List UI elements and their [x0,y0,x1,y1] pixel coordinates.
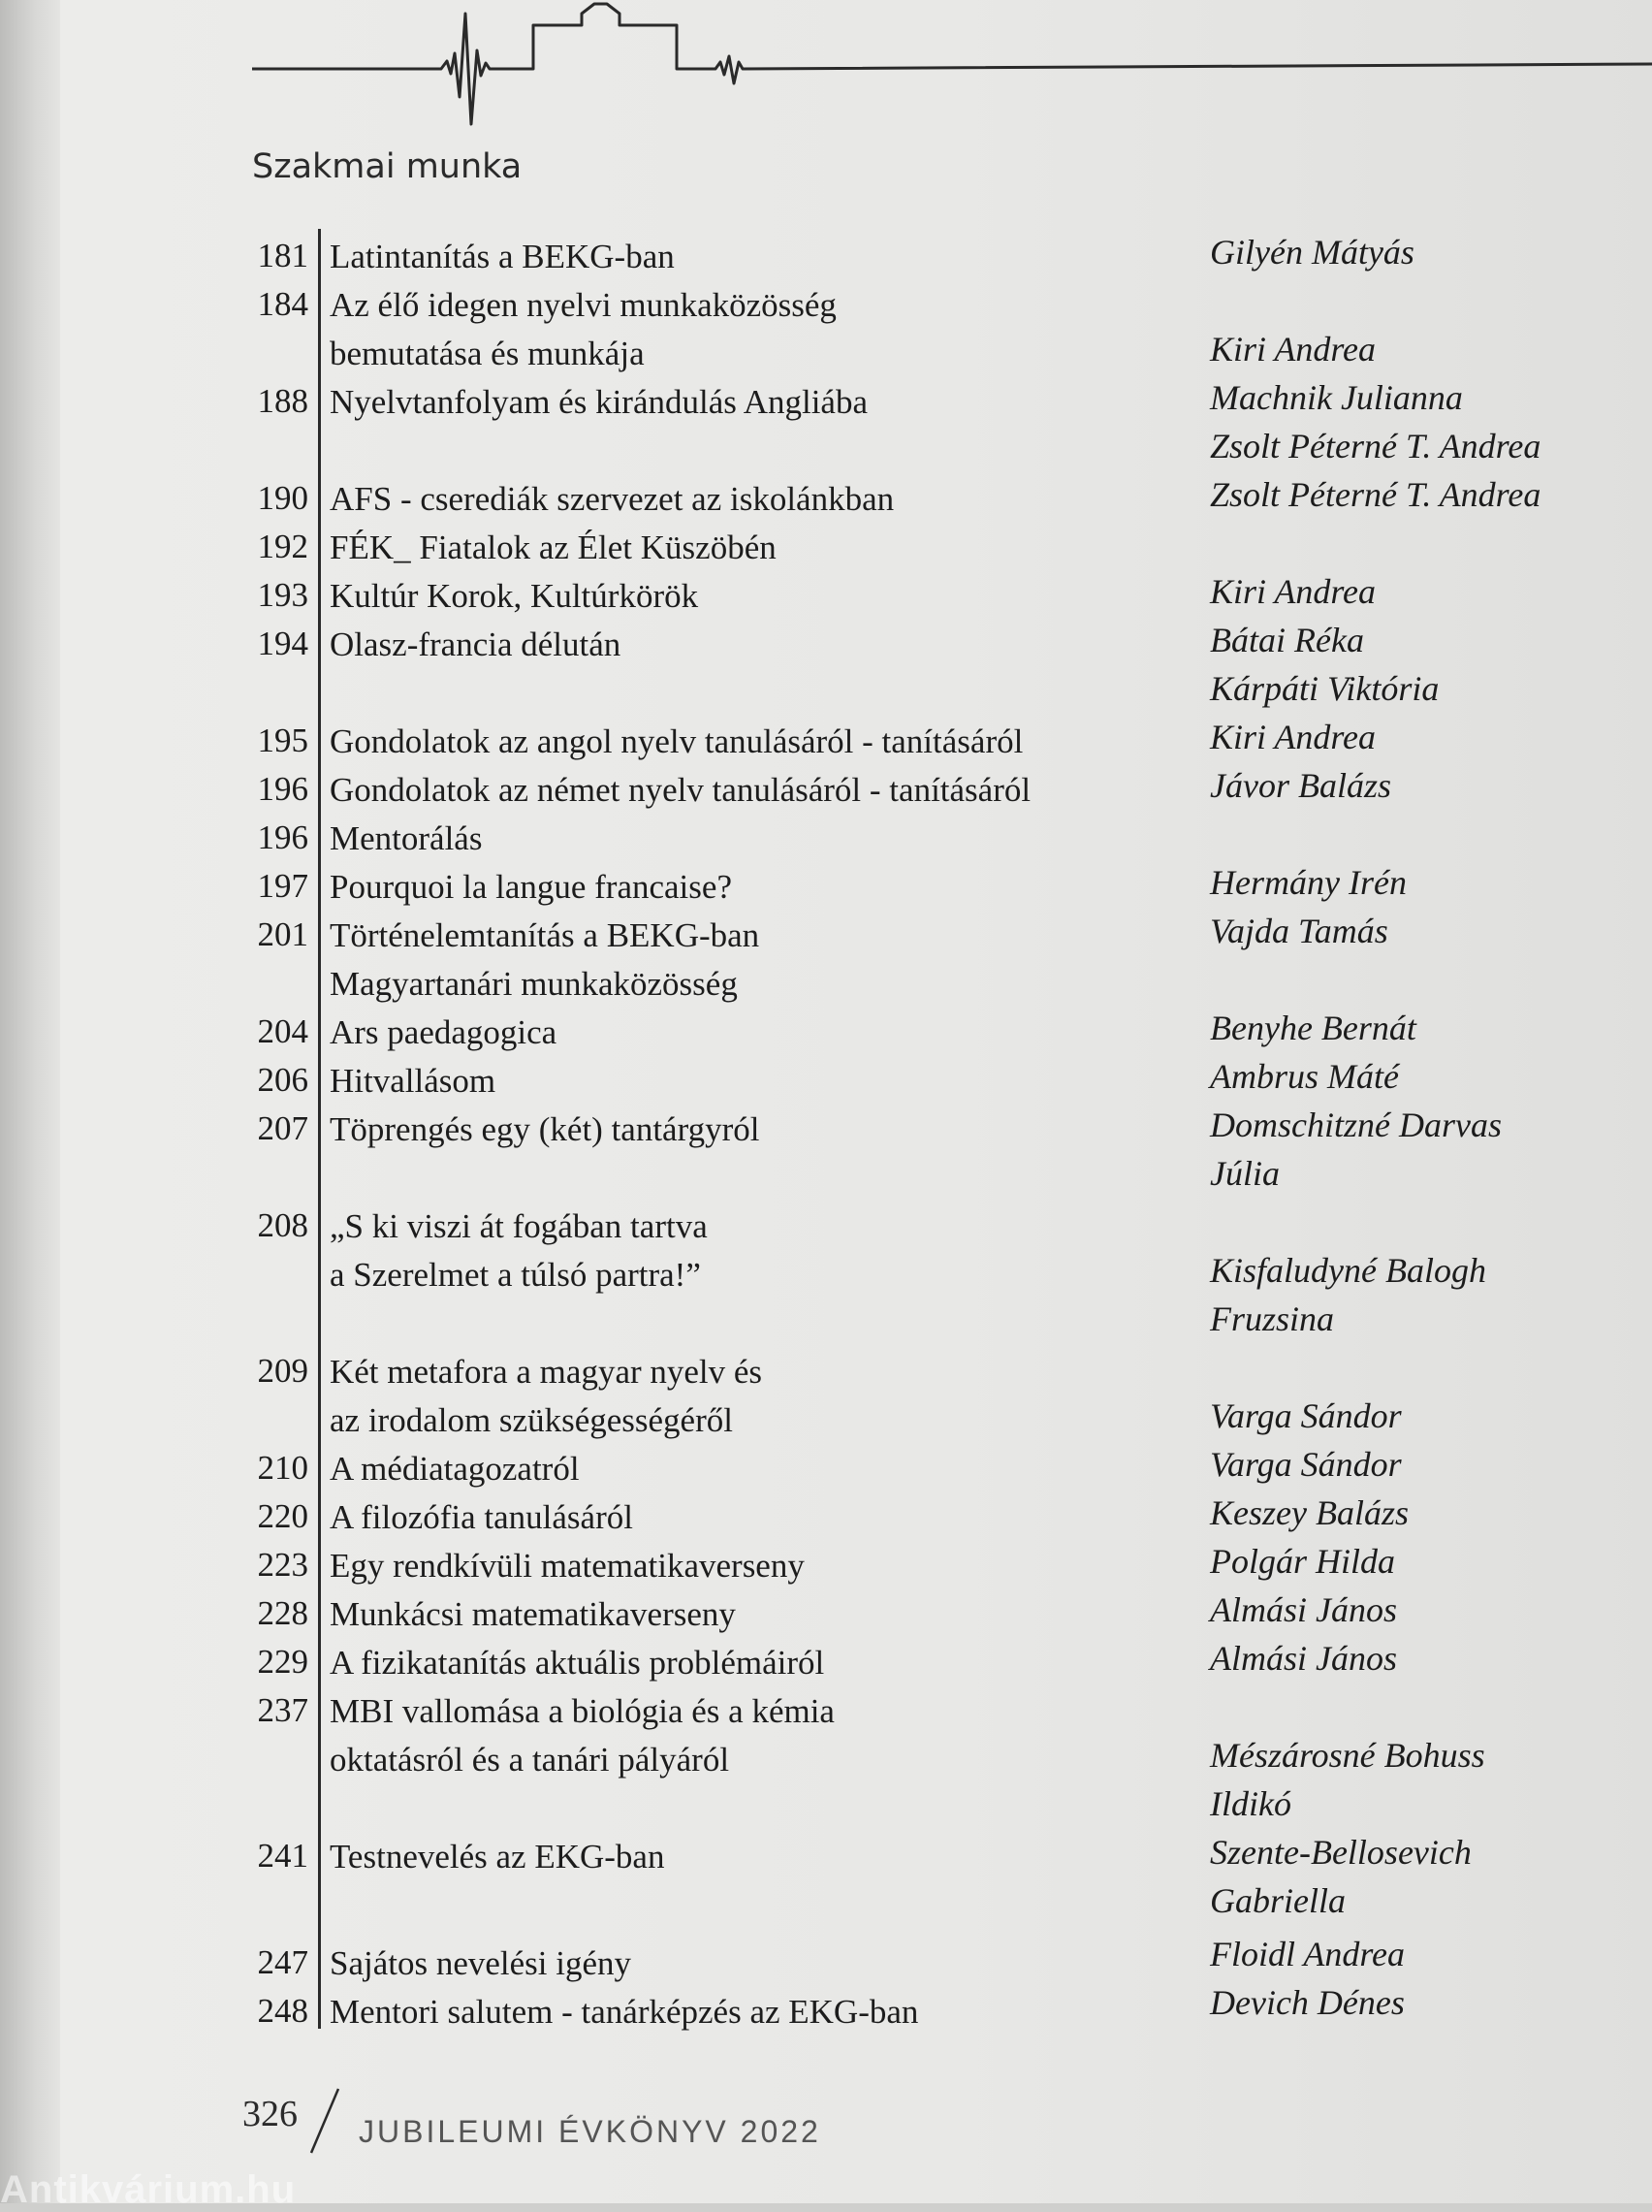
toc-entry-title: Történelemtanítás a BEKG-ban [330,916,760,954]
toc-page-number: 204 [257,1012,308,1050]
toc-entry-author: Szente-Bellosevich [1210,1833,1472,1872]
toc-entry-author: Vajda Tamás [1210,912,1388,950]
toc-page-number: 184 [257,285,308,323]
toc-entry-title: Töprengés egy (két) tantárgyról [330,1110,760,1148]
footer-book-title: JUBILEUMI ÉVKÖNYV 2022 [359,2114,821,2149]
toc-entry-author: Floidl Andrea [1210,1935,1405,1973]
toc-page-number: 207 [257,1109,308,1147]
toc-entry-author: Kiri Andrea [1210,718,1377,756]
toc-entry-author: Devich Dénes [1210,1983,1405,2022]
watermark-text: Antikvárium.hu [0,2168,297,2211]
toc-entry-title: az irodalom szükségességéről [330,1401,733,1439]
toc-page-number: 201 [257,915,308,953]
toc-entry-title: Hitvallásom [330,1062,496,1100]
toc-page-number: 209 [257,1352,308,1390]
toc-divider-line [318,229,321,2029]
toc-entry-title: Az élő idegen nyelvi munkaközösség [330,286,837,324]
toc-entry-author: Almási János [1210,1639,1397,1678]
toc-entry-title: Sajátos nevelési igény [330,1944,632,1982]
toc-entry-title: Kultúr Korok, Kultúrkörök [330,577,699,615]
toc-page-number: 241 [257,1837,308,1875]
toc-entry-author: Kisfaludyné Balogh [1210,1251,1486,1290]
toc-page-number: 188 [257,382,308,420]
toc-entry-author: Gabriella [1210,1881,1346,1920]
toc-entry-title: Gondolatok az német nyelv tanulásáról - tanításáról [330,771,1032,809]
toc-entry-author: Kiri Andrea [1210,330,1377,369]
toc-entry-author: Keszey Balázs [1210,1493,1409,1532]
toc-entry-title: bemutatása és munkája [330,335,645,372]
toc-entry-author: Ildikó [1210,1784,1291,1823]
toc-entry-title: Pourquoi la langue francaise? [330,868,732,906]
toc-entry-title: Olasz-francia délután [330,625,621,663]
toc-page-number: 196 [257,818,308,856]
toc-entry-author: Jávor Balázs [1210,766,1391,805]
toc-page-number: 192 [257,528,308,565]
toc-entry-title: Mentorálás [330,819,483,857]
footer-page-number: 326 [242,2094,298,2134]
footer-slash-divider [305,2087,344,2155]
toc-entry-title: A médiatagozatról [330,1450,580,1488]
toc-entry-author: Machnik Julianna [1210,378,1463,417]
toc-page-number: 196 [257,770,308,808]
toc-entry-author: Zsolt Péterné T. Andrea [1210,427,1541,465]
toc-entry-title: a Szerelmet a túlsó partra!” [330,1256,701,1294]
toc-entry-author: Gilyén Mátyás [1210,233,1414,272]
toc-entry-author: Almási János [1210,1590,1397,1629]
toc-entry-author: Ambrus Máté [1210,1057,1399,1096]
toc-entry-author: Bátai Réka [1210,621,1364,659]
toc-entry-title: AFS - cserediák szervezet az iskolánkban [330,480,895,518]
toc-page-number: 197 [257,867,308,905]
toc-page-number: 194 [257,625,308,662]
toc-entry-title: Testnevelés az EKG-ban [330,1838,665,1875]
toc-page-number: 193 [257,576,308,614]
toc-entry-title: Gondolatok az angol nyelv tanulásáról - tanításáról [330,722,1024,760]
toc-entry-author: Varga Sándor [1210,1445,1402,1484]
toc-entry-author: Zsolt Péterné T. Andrea [1210,475,1541,514]
toc-entry-title: oktatásról és a tanári pályáról [330,1741,730,1779]
toc-entry-title: Nyelvtanfolyam és kirándulás Angliába [330,383,868,421]
toc-entry-title: Egy rendkívüli matematikaverseny [330,1547,805,1585]
toc-entry-title: „S ki viszi át fogában tartva [330,1207,708,1245]
toc-entry-title: Munkácsi matematikaverseny [330,1595,736,1633]
book-binding-shadow [0,0,60,2203]
toc-entry-author: Domschitzné Darvas [1210,1106,1502,1144]
toc-entry-title: FÉK_ Fiatalok az Élet Küszöbén [330,529,777,566]
toc-page-number: 206 [257,1061,308,1099]
toc-entry-title: Mentori salutem - tanárképzés az EKG-ban [330,1993,919,2031]
toc-page-number: 248 [257,1992,308,2030]
toc-entry-title: Két metafora a magyar nyelv és [330,1353,763,1391]
toc-page-number: 195 [257,721,308,759]
toc-entry-title: MBI vallomása a biológia és a kémia [330,1692,835,1730]
ecg-building-line-ornament [247,0,1652,136]
toc-page-number: 228 [257,1594,308,1632]
toc-entry-title: A fizikatanítás aktuális problémáiról [330,1644,825,1682]
toc-entry-title: A filozófia tanulásáról [330,1498,633,1536]
toc-page-number: 190 [257,479,308,517]
toc-entry-author: Benyhe Bernát [1210,1009,1416,1047]
toc-entry-author: Varga Sándor [1210,1396,1402,1435]
toc-entry-author: Hermány Irén [1210,863,1407,902]
toc-entry-author: Júlia [1210,1154,1280,1193]
toc-page-number: 181 [257,237,308,274]
toc-page-number: 247 [257,1943,308,1981]
toc-entry-author: Kiri Andrea [1210,572,1377,611]
toc-entry-author: Mészárosné Bohuss [1210,1736,1485,1775]
toc-page-number: 210 [257,1449,308,1487]
toc-page-number: 220 [257,1497,308,1535]
toc-entry-title: Magyartanári munkaközösség [330,965,738,1003]
toc-entry-author: Polgár Hilda [1210,1542,1396,1581]
toc-entry-author: Fruzsina [1210,1299,1335,1338]
section-title: Szakmai munka [252,147,523,186]
toc-entry-title: Ars paedagogica [330,1013,557,1051]
toc-entry-author: Kárpáti Viktória [1210,669,1440,708]
toc-page-number: 208 [257,1206,308,1244]
toc-page-number: 223 [257,1546,308,1584]
toc-page-number: 237 [257,1691,308,1729]
toc-page-number: 229 [257,1643,308,1681]
toc-entry-title: Latintanítás a BEKG-ban [330,238,675,275]
